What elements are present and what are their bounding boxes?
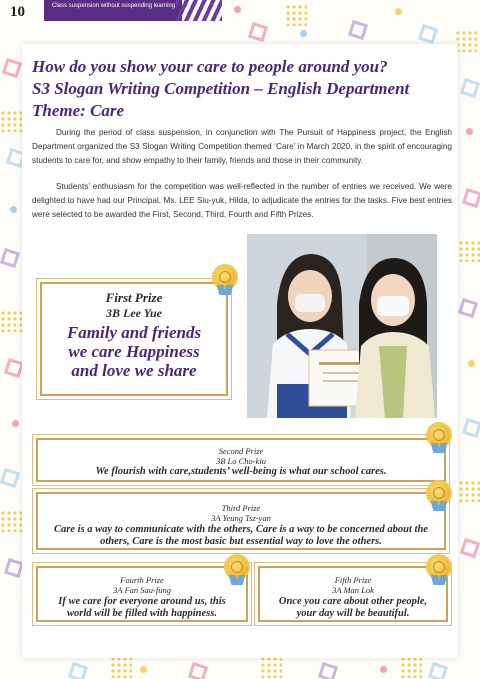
fourth-prize-winner: 3A Fan Sau-fung <box>113 585 171 595</box>
third-prize-card <box>36 492 446 550</box>
first-prize-winner: 3B Lee Yue <box>106 306 162 320</box>
page-header <box>0 0 480 24</box>
intro-paragraph: During the period of class suspension, in conjunction with The Pursuit of Happiness project, the English Department organized the S3 Slogan Writing Competition themed ‘Care’ in March 2020, in the spirit of encouraging students to care for, and show empathy to their family, friends and those in their community. <box>32 128 452 165</box>
third-prize-slogan: Care is a way to communicate with the others, Care is a way to be concerned about the others, Care is the most basic but essential way to love the others. <box>54 524 428 547</box>
second-prize-card <box>36 438 446 482</box>
gold-medal-icon <box>214 266 236 288</box>
fifth-prize-title: Fifth Prize <box>334 575 372 585</box>
gold-medal-icon <box>226 556 248 578</box>
fourth-prize-slogan: If we care for everyone around us, this world will be filled with happiness. <box>58 596 226 619</box>
gold-medal-icon <box>428 556 450 578</box>
first-prize-card <box>40 282 228 396</box>
fourth-prize-title: Fourth Prize <box>120 575 164 585</box>
fifth-prize-winner: 3A Man Lok <box>332 585 374 595</box>
third-prize-winner: 3A Yeung Tsz-yan <box>211 513 271 523</box>
article-title <box>32 56 452 122</box>
second-prize-winner: 3B Lo Cho-kiu <box>215 456 267 466</box>
second-prize-title: Second Prize <box>218 446 264 456</box>
fifth-prize-card <box>258 566 448 622</box>
header-stripes <box>176 0 222 21</box>
page-number: 10 <box>10 4 25 20</box>
photo-illustration <box>247 234 437 418</box>
winner-photo <box>247 234 437 418</box>
second-prize-slogan: We flourish with care,students’ well-being is what our school cares. <box>95 466 387 477</box>
fifth-prize-slogan: Once you care about other people, your day will be beautiful. <box>278 596 428 619</box>
gold-medal-icon <box>428 482 450 504</box>
gold-medal-icon <box>428 424 450 446</box>
title-line-2: S3 Slogan Writing Competition – English Department <box>32 79 410 98</box>
section-tag: Class suspension without suspending learning <box>44 0 182 21</box>
title-line-1: How do you show your care to people around you? <box>32 57 388 76</box>
first-prize-slogan: Family and friends we care Happiness and love we share <box>66 323 202 380</box>
fourth-prize-card <box>36 566 248 622</box>
judging-paragraph: Students’ enthusiasm for the competition was well-reflected in the number of entries we received. We were delighted to have had our Principal, Ms. LEE Siu-yuk, Hilda, to adjudicate the entries for the tasks. Five best entries were selected to be awarded the First, Second, Third, Fourth and Fifth Prizes. <box>32 182 452 219</box>
third-prize-title: Third Prize <box>221 503 261 513</box>
first-prize-title: First Prize <box>105 290 163 305</box>
title-line-3: Theme: Care <box>32 101 125 120</box>
